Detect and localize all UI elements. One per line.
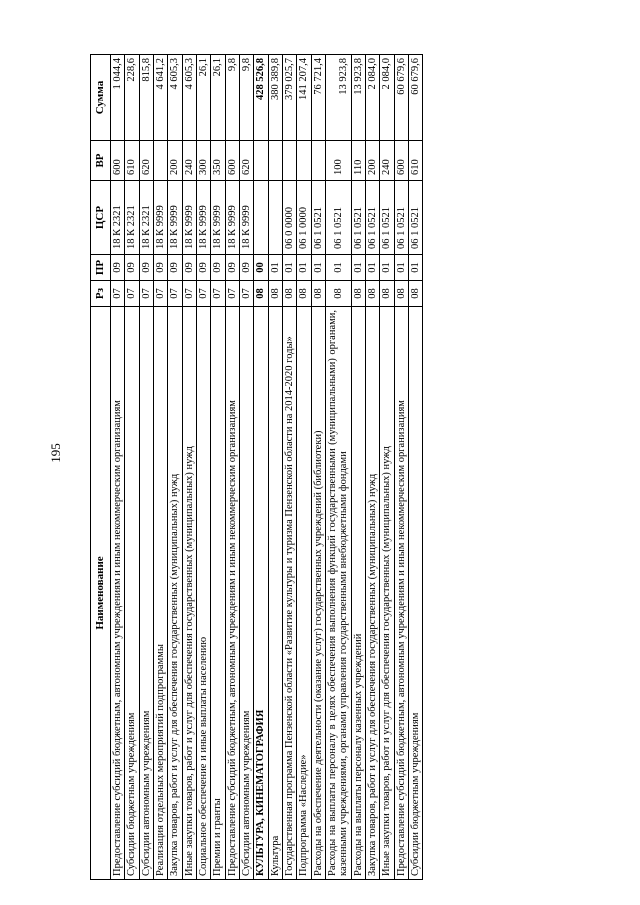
cell-csr: 18 К 2321	[139, 181, 153, 255]
table-row	[311, 55, 325, 880]
cell-pr: 01	[311, 255, 325, 281]
header-rz: Рз	[91, 281, 111, 307]
cell-pr: 01	[380, 255, 394, 281]
table-row	[325, 55, 351, 880]
cell-name: Субсидии бюджетным учреждениям	[408, 307, 422, 880]
cell-vr: 610	[408, 141, 422, 181]
cell-pr: 09	[153, 255, 167, 281]
cell-sum: 76 721,4	[311, 55, 325, 141]
cell-rz: 07	[196, 281, 210, 307]
cell-name: Реализация отдельных мероприятий подпрограммы	[153, 307, 167, 880]
cell-rz: 08	[394, 281, 408, 307]
cell-vr	[268, 141, 282, 181]
cell-csr: 06 0 0000	[282, 181, 296, 255]
cell-name: КУЛЬТУРА, КИНЕМАТОГРАФИЯ	[254, 307, 268, 880]
cell-rz: 08	[351, 281, 365, 307]
cell-rz: 07	[225, 281, 239, 307]
cell-vr	[297, 141, 311, 181]
cell-name: Субсидии автономным учреждениям	[239, 307, 253, 880]
cell-vr: 100	[325, 141, 351, 181]
cell-sum: 2 084,0	[365, 55, 379, 141]
cell-pr: 09	[211, 255, 225, 281]
cell-vr: 300	[196, 141, 210, 181]
cell-name: Премии и гранты	[211, 307, 225, 880]
cell-pr: 01	[394, 255, 408, 281]
cell-csr: 06 1 0521	[365, 181, 379, 255]
cell-csr: 06 1 0521	[380, 181, 394, 255]
cell-name: Социальное обеспечение и иные выплаты населению	[196, 307, 210, 880]
cell-name: Государственная программа Пензенской области «Развитие культуры и туризма Пензенской области на 2014-2020 годы»	[282, 307, 296, 880]
cell-sum: 428 526,8	[254, 55, 268, 141]
cell-sum: 60 679,6	[408, 55, 422, 141]
cell-csr: 06 1 0521	[394, 181, 408, 255]
cell-name: Иные закупки товаров, работ и услуг для обеспечения государственных (муниципальных) нужд	[380, 307, 394, 880]
cell-vr: 610	[125, 141, 139, 181]
cell-csr: 18 К 9999	[168, 181, 182, 255]
table-row	[196, 55, 210, 880]
table-row	[239, 55, 253, 880]
cell-csr: 18 К 2321	[125, 181, 139, 255]
cell-name: Закупка товаров, работ и услуг для обеспечения государственных (муниципальных) нужд	[168, 307, 182, 880]
cell-rz: 08	[380, 281, 394, 307]
header-vr: ВР	[91, 141, 111, 181]
cell-pr: 01	[297, 255, 311, 281]
cell-rz: 08	[268, 281, 282, 307]
cell-vr: 240	[182, 141, 196, 181]
cell-rz: 07	[239, 281, 253, 307]
cell-pr: 09	[111, 255, 125, 281]
cell-pr: 01	[351, 255, 365, 281]
cell-vr	[282, 141, 296, 181]
header-csr: ЦСР	[91, 181, 111, 255]
cell-csr: 18 К 2321	[111, 181, 125, 255]
cell-sum: 9,8	[225, 55, 239, 141]
cell-vr: 600	[111, 141, 125, 181]
cell-vr	[254, 141, 268, 181]
cell-sum: 26,1	[211, 55, 225, 141]
cell-sum: 26,1	[196, 55, 210, 141]
cell-rz: 08	[282, 281, 296, 307]
table-row	[182, 55, 196, 880]
cell-csr: 06 1 0000	[297, 181, 311, 255]
cell-csr	[254, 181, 268, 255]
table-row	[254, 55, 268, 880]
table-row	[282, 55, 296, 880]
cell-pr: 09	[196, 255, 210, 281]
header-name: Наименование	[91, 307, 111, 880]
table-body	[111, 55, 423, 880]
cell-sum: 380 389,8	[268, 55, 282, 141]
budget-table	[90, 54, 423, 880]
cell-vr	[153, 141, 167, 181]
cell-name: Предоставление субсидий бюджетным, автономным учреждениям и иным некоммерческим организациям	[111, 307, 125, 880]
cell-pr: 09	[125, 255, 139, 281]
table-row	[139, 55, 153, 880]
cell-sum: 228,6	[125, 55, 139, 141]
cell-pr: 09	[239, 255, 253, 281]
cell-sum: 13 923,8	[325, 55, 351, 141]
cell-vr: 600	[394, 141, 408, 181]
cell-vr: 620	[239, 141, 253, 181]
cell-pr: 09	[225, 255, 239, 281]
cell-pr: 01	[282, 255, 296, 281]
cell-rz: 08	[325, 281, 351, 307]
cell-name: Расходы на выплаты персоналу в целях обеспечения выполнения функций государственными (муниципальными) органами, казенными учреждениями, органами управления государственными внебюджетными фондами	[325, 307, 351, 880]
cell-sum: 1 044,4	[111, 55, 125, 141]
table-row	[351, 55, 365, 880]
rotated-table-container	[90, 55, 556, 880]
table-row	[211, 55, 225, 880]
cell-vr: 240	[380, 141, 394, 181]
cell-pr: 09	[139, 255, 153, 281]
cell-sum: 13 923,8	[351, 55, 365, 141]
table-row	[365, 55, 379, 880]
cell-csr	[268, 181, 282, 255]
cell-csr: 18 К 9999	[182, 181, 196, 255]
cell-rz: 07	[139, 281, 153, 307]
cell-sum: 2 084,0	[380, 55, 394, 141]
cell-sum: 9,8	[239, 55, 253, 141]
cell-sum: 815,8	[139, 55, 153, 141]
cell-sum: 4 605,3	[182, 55, 196, 141]
cell-vr	[311, 141, 325, 181]
cell-rz: 08	[408, 281, 422, 307]
cell-name: Закупка товаров, работ и услуг для обеспечения государственных (муниципальных) нужд	[365, 307, 379, 880]
cell-pr: 09	[182, 255, 196, 281]
cell-csr: 18 К 9999	[196, 181, 210, 255]
cell-rz: 07	[168, 281, 182, 307]
cell-sum: 379 025,7	[282, 55, 296, 141]
cell-name: Иные закупки товаров, работ и услуг для обеспечения государственных (муниципальных) нужд	[182, 307, 196, 880]
table-row	[153, 55, 167, 880]
cell-vr: 200	[168, 141, 182, 181]
cell-name: Субсидии автономным учреждениям	[139, 307, 153, 880]
cell-rz: 08	[311, 281, 325, 307]
cell-pr: 01	[268, 255, 282, 281]
cell-csr: 18 К 9999	[225, 181, 239, 255]
cell-pr: 01	[408, 255, 422, 281]
cell-sum: 4 641,2	[153, 55, 167, 141]
table-row	[394, 55, 408, 880]
cell-pr: 00	[254, 255, 268, 281]
cell-pr: 09	[168, 255, 182, 281]
table-header-row	[91, 55, 111, 880]
cell-csr: 18 К 9999	[239, 181, 253, 255]
cell-name: Подпрограмма «Наследие»	[297, 307, 311, 880]
page-number: 195	[48, 443, 63, 463]
cell-csr: 06 1 0521	[408, 181, 422, 255]
table-row	[168, 55, 182, 880]
cell-rz: 08	[254, 281, 268, 307]
cell-pr: 01	[365, 255, 379, 281]
cell-name: Предоставление субсидий бюджетным, автономным учреждениям и иным некоммерческим организациям	[394, 307, 408, 880]
cell-vr: 620	[139, 141, 153, 181]
header-sum: Сумма	[91, 55, 111, 141]
cell-rz: 07	[125, 281, 139, 307]
cell-name: Расходы на обеспечение деятельности (оказание услуг) государственных учреждений (библиотеки)	[311, 307, 325, 880]
cell-rz: 08	[365, 281, 379, 307]
cell-pr: 01	[325, 255, 351, 281]
header-pr: ПР	[91, 255, 111, 281]
cell-name: Предоставление субсидий бюджетным, автономным учреждениям и иным некоммерческим организациям	[225, 307, 239, 880]
cell-csr: 18 К 9999	[153, 181, 167, 255]
table-row	[297, 55, 311, 880]
cell-rz: 07	[111, 281, 125, 307]
cell-rz: 07	[211, 281, 225, 307]
cell-name: Расходы на выплаты персоналу казенных учреждений	[351, 307, 365, 880]
cell-csr: 06 1 0521	[351, 181, 365, 255]
cell-csr: 18 К 9999	[211, 181, 225, 255]
cell-sum: 141 207,4	[297, 55, 311, 141]
table-row	[408, 55, 422, 880]
cell-sum: 4 605,3	[168, 55, 182, 141]
table-row	[225, 55, 239, 880]
cell-csr: 06 1 0521	[311, 181, 325, 255]
table-row	[380, 55, 394, 880]
cell-vr: 110	[351, 141, 365, 181]
cell-vr: 350	[211, 141, 225, 181]
cell-vr: 200	[365, 141, 379, 181]
cell-rz: 08	[297, 281, 311, 307]
cell-sum: 60 679,6	[394, 55, 408, 141]
cell-name: Субсидии бюджетным учреждениям	[125, 307, 139, 880]
cell-vr: 600	[225, 141, 239, 181]
table-row	[268, 55, 282, 880]
cell-rz: 07	[153, 281, 167, 307]
table-row	[125, 55, 139, 880]
cell-rz: 07	[182, 281, 196, 307]
cell-name: Культура	[268, 307, 282, 880]
table-row	[111, 55, 125, 880]
cell-csr: 06 1 0521	[325, 181, 351, 255]
